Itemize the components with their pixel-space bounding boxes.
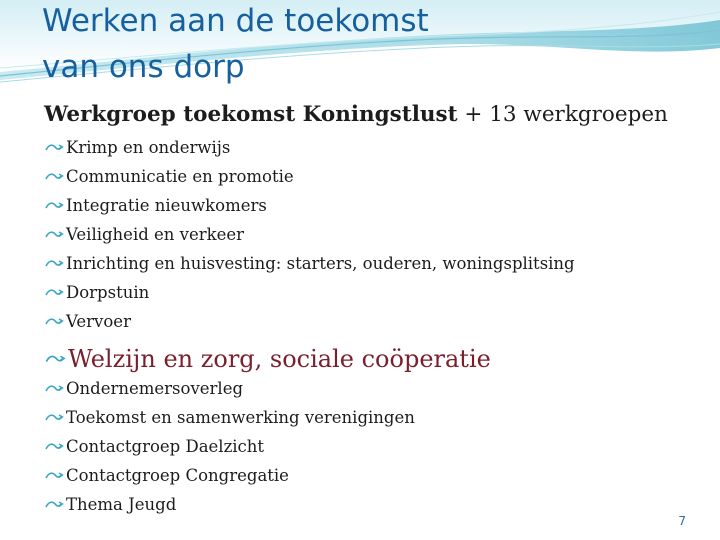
list-item-label: Ondernemersoverleg (66, 379, 244, 398)
list-item-label: Contactgroep Congregatie (66, 466, 289, 485)
subtitle-rest: + 13 werkgroepen (457, 102, 668, 127)
wave-arrow-bullet-icon (44, 142, 64, 154)
wave-arrow-bullet-icon (44, 353, 66, 366)
wave-arrow-bullet-icon (44, 316, 64, 328)
list-item-label: Dorpstuin (66, 283, 150, 302)
title-line-1: Werken aan de toekomst (42, 3, 429, 39)
list-item (44, 374, 704, 403)
wave-arrow-bullet-icon (44, 441, 64, 453)
list-item-label: Thema Jeugd (66, 495, 177, 514)
list-item (44, 220, 704, 249)
list-item (44, 461, 704, 490)
list-item (44, 403, 704, 432)
list-item-label: Veiligheid en verkeer (66, 225, 245, 244)
wave-arrow-bullet-icon (44, 470, 64, 482)
list-item-label: Contactgroep Daelzicht (66, 437, 265, 456)
subtitle-bold: Werkgroep toekomst Koningstlust (44, 102, 458, 127)
list-item (44, 133, 704, 162)
title-line-2: van ons dorp (42, 49, 245, 85)
wave-arrow-bullet-icon (44, 412, 64, 424)
wave-arrow-bullet-icon (44, 171, 64, 183)
list-item (44, 162, 704, 191)
list-item-label: Vervoer (66, 312, 131, 331)
slide-title (42, 0, 429, 90)
list-item-label: Krimp en onderwijs (66, 138, 231, 157)
wave-arrow-bullet-icon (44, 200, 64, 212)
highlight-item-label: Welzijn en zorg, sociale coöperatie (68, 345, 491, 373)
wave-arrow-bullet-icon (44, 229, 64, 241)
workgroup-list (44, 133, 704, 382)
list-item (44, 307, 704, 336)
contact-list (44, 374, 704, 519)
list-item-label: Integratie nieuwkomers (66, 196, 267, 215)
list-item (44, 249, 704, 278)
page-number: 7 (678, 514, 686, 528)
list-item (44, 191, 704, 220)
wave-arrow-bullet-icon (44, 258, 64, 270)
list-item (44, 278, 704, 307)
list-item-label: Toekomst en samenwerking verenigingen (66, 408, 415, 427)
list-item-label: Communicatie en promotie (66, 167, 294, 186)
wave-arrow-bullet-icon (44, 383, 64, 395)
list-item-label: Inrichting en huisvesting: starters, ouderen, woningsplitsing (66, 254, 575, 273)
slide-subtitle (44, 100, 668, 130)
list-item (44, 490, 704, 519)
wave-arrow-bullet-icon (44, 287, 64, 299)
list-item (44, 432, 704, 461)
wave-arrow-bullet-icon (44, 499, 64, 511)
